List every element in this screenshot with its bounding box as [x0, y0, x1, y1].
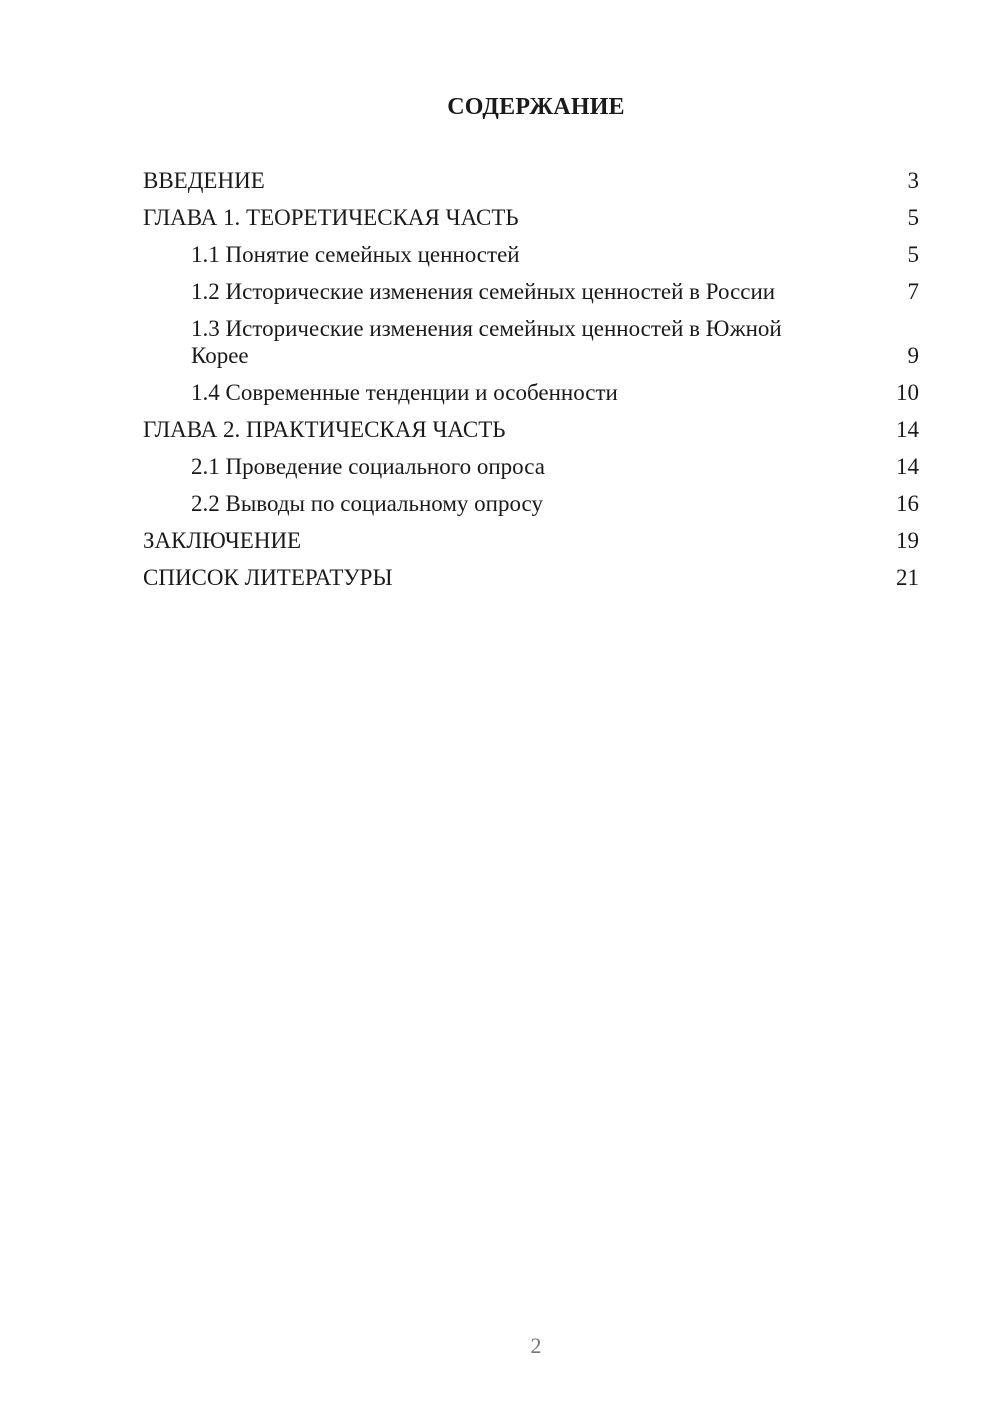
toc-entry-label: 1.1 Понятие семейных ценностей — [191, 242, 520, 267]
toc-entry-bibliography[interactable] — [143, 564, 919, 591]
toc-entry-label: 1.4 Современные тенденции и особенности — [191, 380, 618, 405]
toc-entry-page: 5 — [907, 242, 919, 267]
toc-entry-section-1-2[interactable] — [143, 278, 919, 305]
toc-entry-section-1-4[interactable] — [143, 379, 919, 406]
toc-entry-conclusion[interactable] — [143, 527, 919, 554]
toc-entry-section-2-2[interactable] — [143, 490, 919, 517]
toc-entry-section-2-1[interactable] — [143, 453, 919, 480]
toc-entry-chapter-1[interactable] — [143, 204, 919, 231]
toc-entry-label: 2.1 Проведение социального опроса — [191, 454, 545, 479]
toc-entry-page: 10 — [896, 380, 919, 405]
toc-entry-label: 1.3 Исторические изменения семейных ценностей в Южной Корее — [191, 316, 782, 368]
toc-entry-page: 16 — [896, 491, 919, 516]
toc-entry-introduction[interactable] — [143, 167, 919, 194]
toc-entry-page: 9 — [907, 343, 919, 368]
page-title: СОДЕРЖАНИЕ — [447, 94, 625, 120]
toc-entry-label: ГЛАВА 2. ПРАКТИЧЕСКАЯ ЧАСТЬ — [143, 417, 506, 442]
toc-entry-section-1-1[interactable] — [143, 241, 919, 268]
toc-entry-page: 14 — [896, 454, 919, 479]
toc-entry-label: ГЛАВА 1. ТЕОРЕТИЧЕСКАЯ ЧАСТЬ — [143, 205, 519, 230]
toc-entry-label: ВВЕДЕНИЕ — [143, 168, 265, 193]
toc-entry-label: ЗАКЛЮЧЕНИЕ — [143, 528, 302, 553]
toc-entry-page: 21 — [896, 565, 919, 590]
toc-entry-page: 7 — [907, 279, 919, 304]
toc-entry-label: 2.2 Выводы по социальному опросу — [191, 491, 543, 516]
toc-entry-page: 3 — [907, 168, 919, 193]
toc-entry-page: 19 — [896, 528, 919, 553]
toc-entry-page: 5 — [907, 205, 919, 230]
toc-entry-section-1-3[interactable] — [143, 315, 919, 369]
table-of-contents — [143, 167, 919, 601]
page-number: 2 — [530, 1333, 542, 1358]
toc-entry-label: 1.2 Исторические изменения семейных ценностей в России — [191, 279, 776, 304]
toc-entry-label: СПИСОК ЛИТЕРАТУРЫ — [143, 565, 393, 590]
toc-entry-chapter-2[interactable] — [143, 416, 919, 443]
toc-entry-page: 14 — [896, 417, 919, 442]
